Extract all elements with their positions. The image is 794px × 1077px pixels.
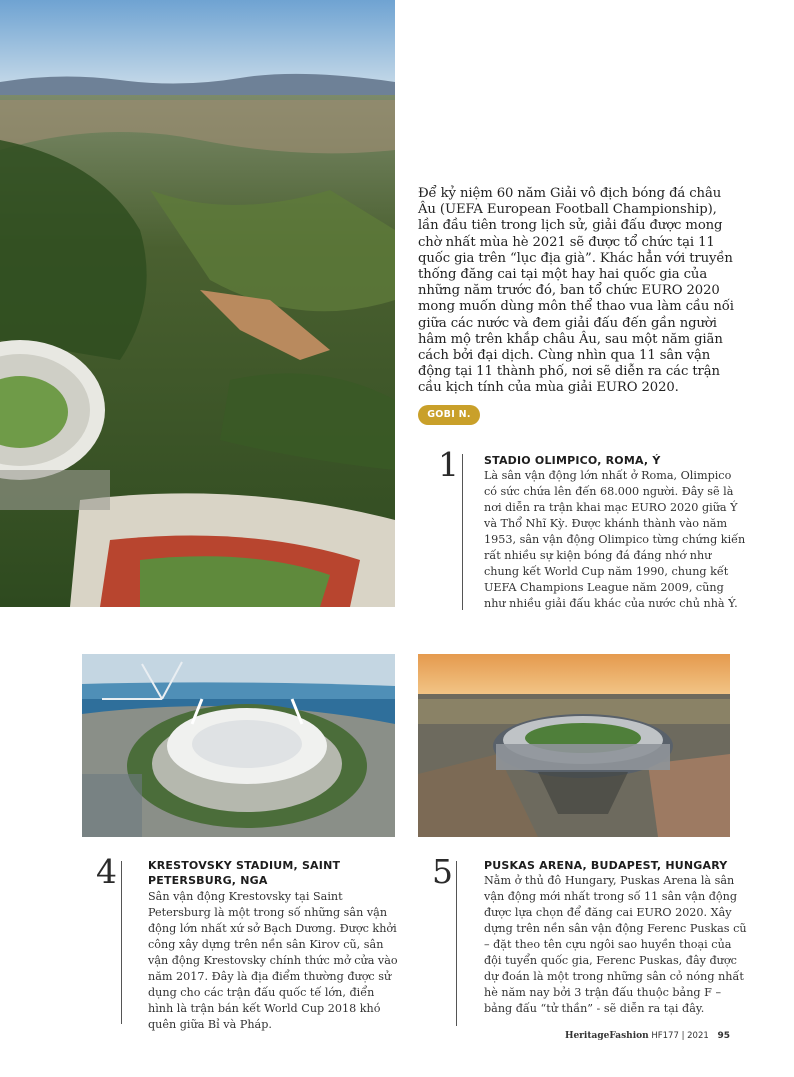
page-footer xyxy=(565,1031,730,1041)
author-badge: GOBI N. xyxy=(418,405,480,425)
stadio-olimpico-photo xyxy=(0,0,395,607)
magazine-brand: HeritageFashion xyxy=(564,1031,649,1041)
entry-text: Sân vận động Krestovsky tại Saint Petersburg là một trong số những sân vận động lớn nhất xứ sở Bạch Dương. Được khởi công xây dựng trên nền sân Kirov cũ, sân vận động Krestovsky chính thức mở cửa vào năm 2017. Đây là địa điểm thường được sử dụng cho các trận đấu quốc tế lớn, điển hình là trận bán kết World Cup 2018 khó quên giữa Bỉ và Pháp. xyxy=(148,890,398,1031)
entry-number: 5 xyxy=(432,852,453,891)
issue-info: HF177 | 2021 xyxy=(651,1031,709,1041)
vertical-divider xyxy=(121,861,122,1024)
entry-number: 4 xyxy=(96,852,117,891)
entry-text: Nằm ở thủ đô Hungary, Puskas Arena là sân vận động mới nhất trong số 11 sân vận động được lựa chọn để đăng cai EURO 2020. Xây dựng trên nền sân vận động Ferenc Puskas cũ – đặt theo tên cựu ngôi sao huyền thoại của đội tuyển quốc gia, Ferenc Puskas, đây được dự đoán là một trong những sân cỏ nóng nhất hè năm nay bởi 3 trận đấu thuộc bảng F – bảng đấu “tử thần” - sẽ diễn ra tại đây. xyxy=(484,874,747,1015)
entry-title: PUSKAS ARENA, BUDAPEST, HUNGARY xyxy=(484,859,728,872)
entry-number: 1 xyxy=(438,445,459,484)
page-number: 95 xyxy=(717,1031,730,1041)
vertical-divider xyxy=(456,861,457,1026)
intro-paragraph: Để kỷ niệm 60 năm Giải vô địch bóng đá châu Âu (UEFA European Football Championship), lần đầu tiên trong lịch sử, giải đấu được mong chờ nhất mùa hè 2021 sẽ được tổ chức tại 11 quốc gia trên “lục địa già”. Khác hẳn với truyền thống đăng cai tại một hay hai quốc gia của những năm trước đó, ban tổ chức EURO 2020 mong muốn dùng môn thể thao vua làm cầu nối giữa các nước và đem giải đấu đến gần người hâm mộ trên khắp châu Âu, sau một năm giãn cách bởi đại dịch. Cùng nhìn qua 11 sân vận động tại 11 thành phố, nơi sẽ diễn ra các trận cầu kịch tính của mùa giải EURO 2020. xyxy=(418,186,734,396)
krestovsky-stadium-photo xyxy=(82,654,395,837)
vertical-divider xyxy=(462,454,463,610)
puskas-arena-photo xyxy=(418,654,730,837)
entry-text: Là sân vận động lớn nhất ở Roma, Olimpico có sức chứa lên đến 68.000 người. Đây sẽ là nơi diễn ra trận khai mạc EURO 2020 giữa Ý và Thổ Nhĩ Kỳ. Được khánh thành vào năm 1953, sân vận động Olimpico từng chứng kiến rất nhiều sự kiện bóng đá đáng nhớ như chung kết World Cup năm 1990, chung kết UEFA Champions League năm 2009, cũng như nhiều giải đấu khác của nước chủ nhà Ý. xyxy=(484,469,746,610)
entry-title: STADIO OLIMPICO, ROMA, Ý xyxy=(484,454,661,467)
entry-title: KRESTOVSKY STADIUM, SAINT PETERSBURG, NGA xyxy=(148,859,341,887)
